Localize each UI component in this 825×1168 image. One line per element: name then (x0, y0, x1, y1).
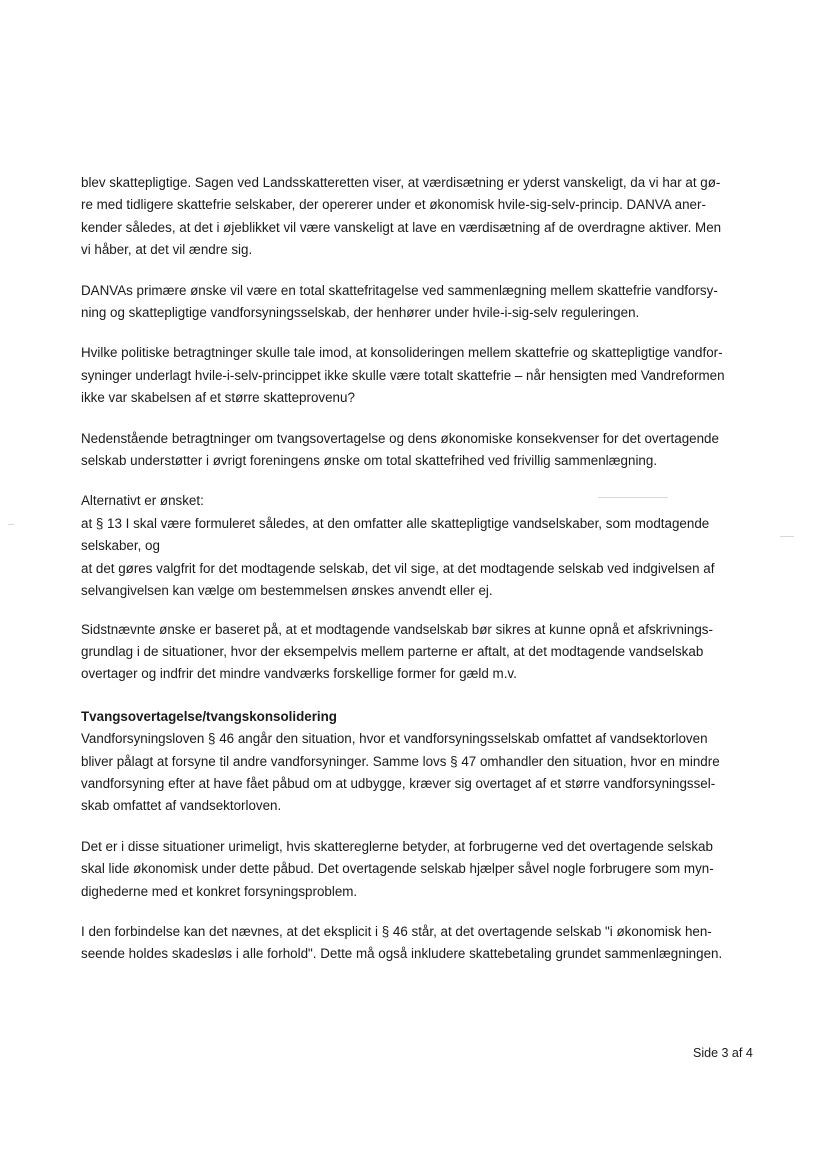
text-line: bliver pålagt at forsyne til andre vandforsyninger. Samme lovs § 47 omhandler den situation, hvor en mindre (81, 753, 720, 769)
page-number: Side 3 af 4 (693, 1046, 753, 1060)
text-line: blev skattepligtige. Sagen ved Landsskatteretten viser, at værdisætning er yderst vanskeligt, da vi har at gø- (81, 175, 721, 190)
paragraph-political-question (81, 342, 761, 409)
scan-speck (8, 524, 14, 525)
scan-speck (598, 497, 668, 498)
text-line: Hvilke politiske betragtninger skulle tale imod, at konsolideringen mellem skattefrie og skattepligtige vandfor- (81, 345, 723, 361)
text-line: kender således, at det i øjeblikket vil være vanskeligt at lave en værdisætning af de overdragne aktiver. Men (81, 219, 722, 235)
text-line: re med tidligere skattefrie selskaber, der opererer under et økonomisk hvile-sig-selv-princip. DANVA aner- (81, 197, 706, 213)
paragraph-primary-wish (81, 280, 761, 325)
scan-speck (780, 536, 794, 537)
text-line: I den forbindelse kan det nævnes, at det eksplicit i § 46 står, at det overtagende selskab "i økonomisk hen- (81, 923, 712, 939)
text-line: vi håber, at det vil ændre sig. (81, 242, 253, 258)
text-line: Det er i disse situationer urimeligt, hvis skattereglerne betyder, at forbrugerne ved det overtagende selskab (81, 838, 713, 854)
paragraph-considerations (81, 428, 761, 473)
text-line: Sidstnævnte ønske er baseret på, at et modtagende vandselskab bør sikres at kunne opnå et afskrivnings- (81, 621, 713, 637)
paragraph-alternative-wish (81, 490, 761, 602)
text-line: syninger underlagt hvile-i-selv-princippet ikke skulle være totalt skattefrie – når hensigten med Vandreformen (81, 367, 725, 383)
text-line: overtager og indfrir det mindre vandværks forskellige former for gæld m.v. (81, 666, 517, 682)
text-line: ning og skattepligtige vandforsyningsselskab, der henhører under hvile-i-sig-selv reguleringen. (81, 305, 640, 321)
text-line: dighederne med et konkret forsyningsproblem. (81, 883, 358, 899)
section-heading: Tvangsovertagelse/tvangskonsolidering (81, 708, 337, 724)
text-line: ikke var skabelsen af et større skatteprovenu? (81, 390, 355, 406)
text-line: Nedenstående betragtninger om tvangsovertagelse og dens økonomiske konsekvenser for det overtagende (81, 430, 719, 446)
paragraph-valuation (81, 172, 761, 262)
text-line: vandforsyning efter at have fået påbud om at udbygge, kræver sig overtaget af et større vandforsyningssel- (81, 775, 716, 791)
text-line: at § 13 I skal være formuleret således, at den omfatter alle skattepligtige vandselskaber, som modtagende (81, 515, 710, 531)
text-line: seende holdes skadesløs i alle forhold". Dette må også inkludere skattebetaling grundet sammenlægningen. (81, 946, 723, 962)
text-line: skab omfattet af vandsektorloven. (81, 798, 282, 814)
paragraph-unreasonable (81, 836, 761, 903)
text-line: skal lide økonomisk under dette påbud. Det overtagende selskab hjælper såvel nogle forbrugere som myn- (81, 861, 714, 877)
paragraph-explicit-section-46 (81, 921, 761, 966)
text-line: Alternativt er ønsket: (81, 493, 204, 509)
section-forced-takeover (81, 706, 761, 818)
text-line: selskaber, og (81, 538, 160, 554)
document-body (81, 172, 761, 984)
text-line: Vandforsyningsloven § 46 angår den situation, hvor et vandforsyningsselskab omfattet af vandsektorloven (81, 731, 708, 747)
text-line: DANVAs primære ønske vil være en total skattefritagelse ved sammenlægning mellem skattefrie vandforsy- (81, 282, 718, 298)
text-line: grundlag i de situationer, hvor der eksempelvis mellem parterne er aftalt, at det modtagende vandselskab (81, 643, 704, 659)
text-line: selvangivelsen kan vælge om bestemmelsen ønskes anvendt eller ej. (81, 583, 493, 599)
text-line: at det gøres valgfrit for det modtagende selskab, det vil sige, at det modtagende selskab ved indgivelsen af (81, 560, 715, 576)
text-line: selskab understøtter i øvrigt foreningens ønske om total skattefrihed ved frivillig sammenlægning. (81, 453, 658, 469)
paragraph-depreciation-basis (81, 619, 761, 686)
